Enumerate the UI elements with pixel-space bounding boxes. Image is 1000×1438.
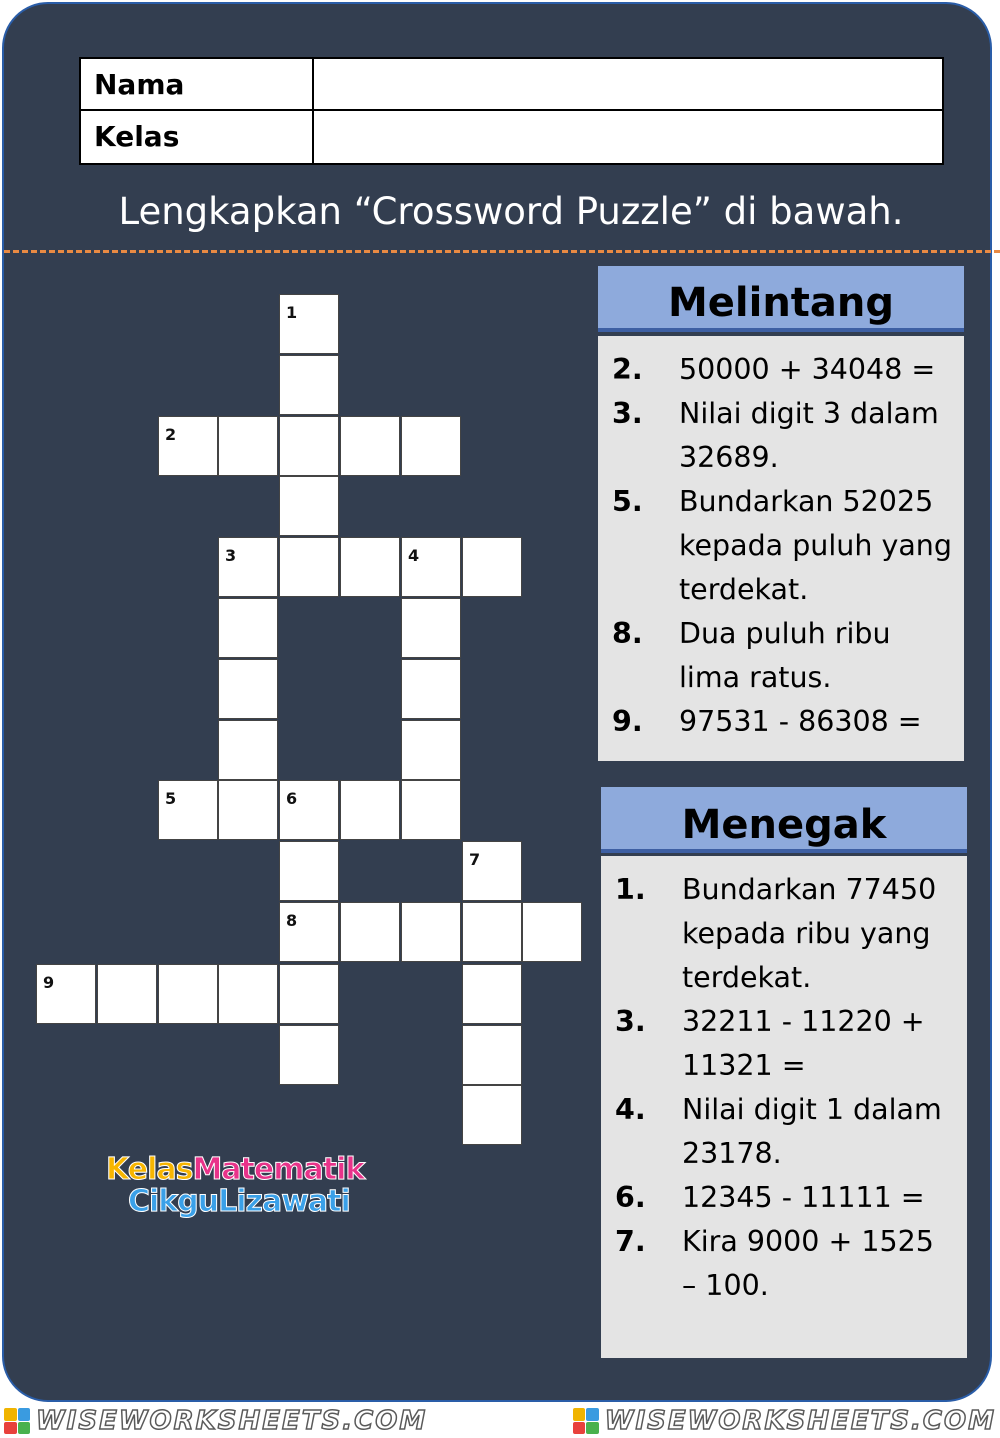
clue-number: 2. — [612, 353, 643, 386]
across-clue — [612, 392, 954, 480]
across-clue — [612, 700, 954, 744]
crossword-cell[interactable] — [218, 720, 278, 780]
crossword-cell[interactable] — [279, 964, 339, 1024]
clue-number: 1. — [615, 873, 646, 906]
clue-text: Bundarkan 77450 kepada ribu yang terdekat. — [682, 873, 937, 994]
crossword-cell[interactable] — [401, 902, 461, 962]
clue-number: 6. — [615, 1181, 646, 1214]
crossword-cell[interactable] — [462, 841, 522, 901]
down-clue — [615, 1220, 957, 1308]
down-clue — [615, 868, 957, 1000]
across-clue — [612, 612, 954, 700]
crossword-cell[interactable] — [401, 416, 461, 476]
grid-logo-icon — [573, 1408, 599, 1434]
name-row — [81, 59, 942, 111]
crossword-cell[interactable] — [401, 598, 461, 658]
clue-text: Bundarkan 52025 kepada puluh yang terdekat. — [679, 485, 952, 606]
clue-number-label: 8 — [286, 911, 298, 930]
grid-logo-icon — [4, 1408, 30, 1434]
class-label: Kelas — [81, 111, 314, 163]
clue-text: Dua puluh ribu lima ratus. — [679, 617, 891, 694]
name-field[interactable] — [314, 59, 942, 109]
clue-number: 3. — [612, 397, 643, 430]
class-field[interactable] — [314, 111, 942, 163]
crossword-cell[interactable] — [340, 902, 400, 962]
clue-text: Nilai digit 3 dalam 32689. — [679, 397, 939, 474]
crossword-cell[interactable] — [279, 294, 339, 354]
clue-number: 5. — [612, 485, 643, 518]
clue-number: 7. — [615, 1225, 646, 1258]
crossword-cell[interactable] — [279, 1025, 339, 1085]
crossword-cell[interactable] — [462, 902, 522, 962]
logo-part-1: Kelas — [106, 1152, 193, 1187]
across-clue-box — [598, 336, 964, 761]
clue-number-label: 6 — [286, 789, 298, 808]
logo-part-2: Matematik — [192, 1152, 365, 1187]
crossword-cell[interactable] — [158, 780, 218, 840]
crossword-cell[interactable] — [279, 902, 339, 962]
crossword-cell[interactable] — [340, 537, 400, 597]
clue-text: 50000 + 34048 = — [679, 353, 936, 386]
crossword-cell[interactable] — [279, 416, 339, 476]
clue-number-label: 2 — [165, 425, 177, 444]
clue-text: Kira 9000 + 1525 – 100. — [682, 1225, 934, 1302]
crossword-cell[interactable] — [401, 720, 461, 780]
crossword-cell[interactable] — [279, 476, 339, 536]
dashed-divider — [4, 250, 1000, 253]
crossword-cell[interactable] — [462, 1085, 522, 1145]
crossword-cell[interactable] — [279, 537, 339, 597]
crossword-cell[interactable] — [218, 598, 278, 658]
crossword-cell[interactable] — [401, 780, 461, 840]
clue-number-label: 7 — [469, 850, 481, 869]
crossword-cell[interactable] — [97, 964, 157, 1024]
crossword-cell[interactable] — [279, 841, 339, 901]
crossword-cell[interactable] — [462, 964, 522, 1024]
brand-logo — [106, 1152, 386, 1232]
instruction-text: Lengkapkan “Crossword Puzzle” di bawah. — [118, 190, 904, 233]
down-clue — [615, 1000, 957, 1088]
class-row — [81, 111, 942, 163]
watermark — [4, 1406, 427, 1436]
crossword-cell[interactable] — [218, 964, 278, 1024]
watermark — [573, 1406, 996, 1436]
crossword-cell[interactable] — [36, 964, 96, 1024]
clue-number: 3. — [615, 1005, 646, 1038]
watermark-text: WISEWORKSHEETS.COM — [604, 1406, 996, 1436]
down-header: Menegak — [601, 787, 967, 853]
across-clue — [612, 480, 954, 612]
down-clue — [615, 1176, 957, 1220]
clue-number-label: 3 — [225, 546, 237, 565]
crossword-cell[interactable] — [401, 537, 461, 597]
name-label: Nama — [81, 59, 314, 109]
crossword-cell[interactable] — [462, 1025, 522, 1085]
logo-line-2: CikguLizawati — [128, 1184, 350, 1219]
clue-number-label: 4 — [408, 546, 420, 565]
clue-text: 32211 - 11220 + 11321 = — [682, 1005, 925, 1082]
watermark-text: WISEWORKSHEETS.COM — [36, 1406, 428, 1436]
clue-text: 97531 - 86308 = — [679, 705, 922, 738]
clue-number: 9. — [612, 705, 643, 738]
crossword-cell[interactable] — [340, 416, 400, 476]
clue-number: 8. — [612, 617, 643, 650]
clue-number-label: 5 — [165, 789, 177, 808]
student-info-table — [79, 57, 944, 165]
crossword-cell[interactable] — [340, 780, 400, 840]
crossword-cell[interactable] — [522, 902, 582, 962]
clue-number-label: 1 — [286, 303, 298, 322]
crossword-cell[interactable] — [279, 355, 339, 415]
clue-number-label: 9 — [43, 973, 55, 992]
watermark-strip — [0, 1404, 1000, 1438]
clue-text: Nilai digit 1 dalam 23178. — [682, 1093, 942, 1170]
crossword-cell[interactable] — [279, 780, 339, 840]
down-clue-box — [601, 856, 967, 1358]
crossword-cell[interactable] — [462, 537, 522, 597]
logo-line-1 — [106, 1152, 364, 1187]
crossword-cell[interactable] — [158, 416, 218, 476]
crossword-cell[interactable] — [158, 964, 218, 1024]
clue-text: 12345 - 11111 = — [682, 1181, 925, 1214]
across-clue — [612, 348, 954, 392]
clue-number: 4. — [615, 1093, 646, 1126]
down-clue — [615, 1088, 957, 1176]
crossword-cell[interactable] — [218, 780, 278, 840]
across-header: Melintang — [598, 266, 964, 332]
crossword-cell[interactable] — [218, 416, 278, 476]
crossword-cell[interactable] — [218, 537, 278, 597]
crossword-cell[interactable] — [401, 659, 461, 719]
crossword-cell[interactable] — [218, 659, 278, 719]
